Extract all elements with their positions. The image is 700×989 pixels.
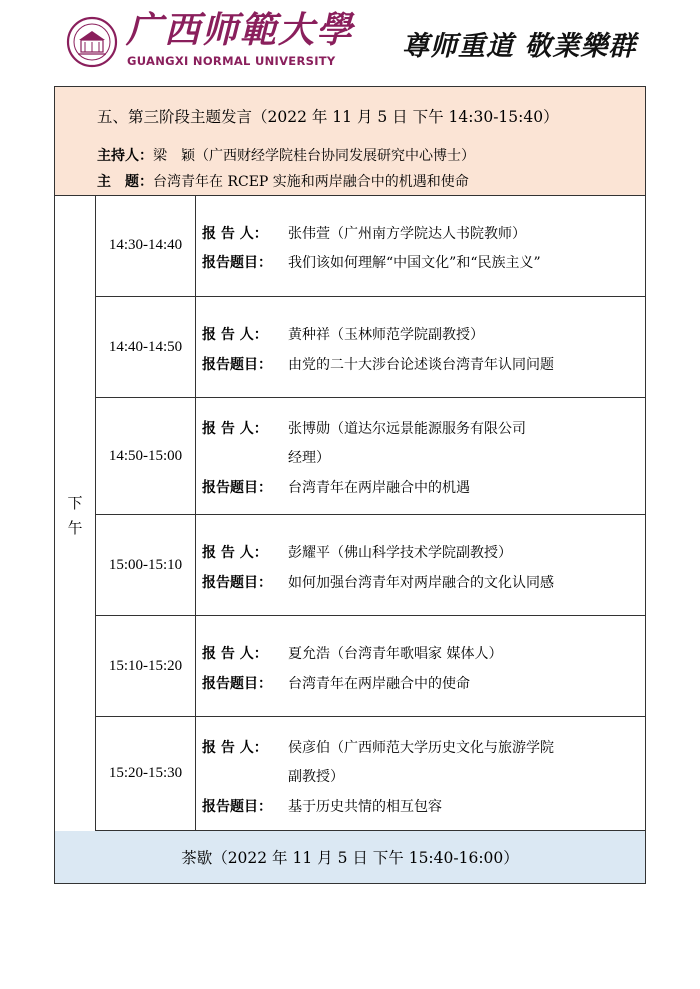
speaker-line [202, 643, 502, 663]
topic-label: 报告题目： [202, 676, 272, 692]
talk-time: 15:10-15:20 [96, 616, 196, 716]
talk-time: 14:40-14:50 [96, 297, 196, 397]
tea-break-row [55, 831, 645, 883]
speaker-value-continued: 经理） [288, 450, 330, 466]
speaker-value-continued: 副教授） [288, 769, 344, 785]
speaker-label: 报 告 人： [202, 421, 268, 437]
speaker-label: 报 告 人： [202, 646, 268, 662]
speaker-label: 报 告 人： [202, 327, 268, 343]
speaker-line [202, 324, 484, 344]
topic-line [202, 796, 442, 816]
talk-row [96, 515, 645, 616]
page-header [0, 0, 700, 75]
talk-detail [202, 195, 638, 296]
talk-detail [202, 297, 638, 397]
talk-row [96, 297, 645, 398]
topic-label: 报告题目： [202, 255, 272, 271]
topic-value: 由党的二十大涉台论述谈台湾青年认同问题 [288, 357, 554, 373]
topic-label: 报告题目： [202, 480, 272, 496]
university-name-en: GUANGXI NORMAL UNIVERSITY [127, 54, 336, 68]
talk-detail [202, 515, 638, 615]
speaker-line [202, 223, 526, 243]
speaker-value: 黄种祥（玉林师范学院副教授） [288, 327, 484, 343]
speaker-label: 报 告 人： [202, 226, 268, 242]
talk-detail [202, 398, 638, 514]
speaker-value: 张伟萱（广州南方学院达人书院教师） [288, 226, 526, 242]
topic-value: 如何加强台湾青年对两岸融合的文化认同感 [288, 575, 554, 591]
talk-time: 15:00-15:10 [96, 515, 196, 615]
speaker-value: 彭耀平（佛山科学技术学院副教授） [288, 545, 512, 561]
topic-value: 台湾青年在两岸融合中的机遇 [288, 480, 470, 496]
speaker-label: 报 告 人： [202, 545, 268, 561]
topic-line [202, 354, 554, 374]
speaker-value: 夏允浩（台湾青年歌唱家 媒体人） [288, 646, 503, 662]
session-header [55, 87, 645, 196]
schedule-table [54, 86, 646, 884]
topic-line [202, 252, 541, 272]
talk-row [96, 616, 645, 717]
speaker-line [202, 737, 554, 757]
session-host [97, 145, 475, 165]
topic-label: 报告题目： [202, 799, 272, 815]
topic-value: 台湾青年在两岸融合中的使命 [288, 676, 470, 692]
topic-line [202, 477, 470, 497]
topic-label: 报告题目： [202, 357, 272, 373]
host-value: 梁 颖（广西财经学院桂台协同发展研究中心博士） [153, 148, 475, 164]
theme-label: 主 题： [97, 174, 153, 190]
speaker-line [202, 542, 512, 562]
talk-detail [202, 717, 638, 830]
university-seal-icon [66, 16, 118, 68]
session-theme [97, 171, 469, 191]
university-name-cn: 广西师範大學 [126, 9, 355, 51]
session-title: 五、第三阶段主题发言（2022 年 11 月 5 日 下午 14:30-15:40） [97, 108, 559, 126]
afternoon-column [55, 195, 96, 831]
talk-time: 14:30-14:40 [96, 195, 196, 296]
talk-row [96, 717, 645, 831]
speaker-value: 张博勋（道达尔远景能源服务有限公司 [288, 421, 526, 437]
topic-value: 基于历史共情的相互包容 [288, 799, 442, 815]
topic-line [202, 673, 470, 693]
talk-time: 15:20-15:30 [96, 717, 196, 830]
talk-detail [202, 616, 638, 716]
topic-line [202, 572, 554, 592]
university-motto: 尊师重道 敬業樂群 [402, 31, 637, 62]
speaker-label: 报 告 人： [202, 740, 268, 756]
speaker-value: 侯彦伯（广西师范大学历史文化与旅游学院 [288, 740, 554, 756]
theme-value: 台湾青年在 RCEP 实施和两岸融合中的机遇和使命 [153, 174, 469, 190]
talk-row [96, 195, 645, 297]
tea-break-text: 茶歇（2022 年 11 月 5 日 下午 15:40-16:00） [181, 849, 519, 867]
talk-time: 14:50-15:00 [96, 398, 196, 514]
topic-value: 我们该如何理解“中国文化”和“民族主义” [288, 255, 541, 271]
topic-label: 报告题目： [202, 575, 272, 591]
afternoon-label: 下午 [67, 494, 83, 537]
talk-row [96, 398, 645, 515]
speaker-line [202, 418, 526, 438]
host-label: 主持人： [97, 148, 153, 164]
